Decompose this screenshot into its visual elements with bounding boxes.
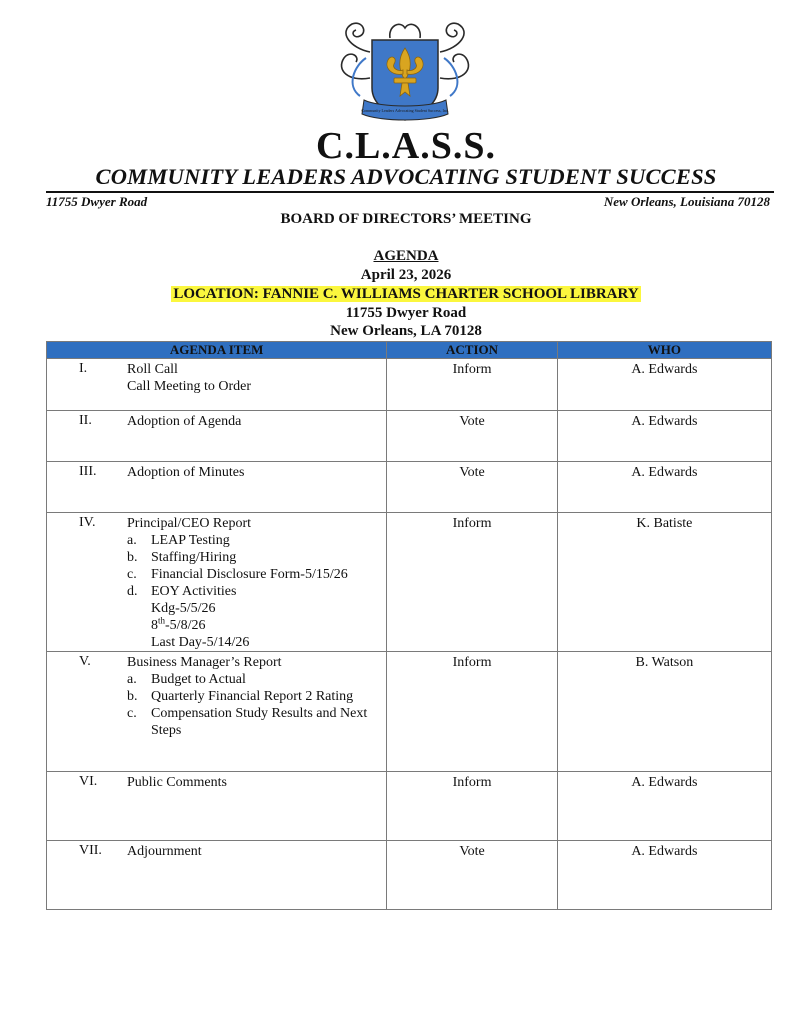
org-subtitle: COMMUNITY LEADERS ADVOCATING STUDENT SUCCESS — [95, 164, 717, 189]
item-line: Call Meeting to Order — [127, 379, 252, 394]
address-left: 11755 Dwyer Road — [46, 194, 148, 209]
agenda-table — [46, 341, 772, 910]
item-action: Inform — [452, 516, 492, 531]
item-number: VI. — [79, 774, 98, 789]
item-action: Vote — [459, 465, 485, 480]
eoy-eighth: 8th-5/8/26 — [151, 615, 206, 633]
fleur-de-lis-crest-icon — [330, 18, 480, 126]
item-who: A. Edwards — [631, 362, 698, 377]
table-row — [47, 652, 772, 772]
header-who: WHO — [557, 342, 771, 359]
agenda-label: AGENDA — [373, 248, 439, 264]
item-action: Inform — [452, 362, 492, 377]
list-item: a. Budget to Actual — [127, 672, 246, 687]
item-title: Roll Call — [127, 362, 178, 377]
sub-item-list — [127, 671, 386, 739]
item-who: A. Edwards — [631, 414, 698, 429]
item-action: Vote — [459, 414, 485, 429]
header-action: ACTION — [387, 342, 557, 359]
item-who: A. Edwards — [631, 775, 698, 790]
list-item: b. Staffing/Hiring — [127, 550, 237, 565]
meeting-heading: BOARD OF DIRECTORS’ MEETING — [280, 211, 532, 227]
table-row — [47, 411, 772, 462]
item-action: Inform — [452, 655, 492, 670]
sub-item-list — [127, 532, 386, 600]
meeting-location: LOCATION: FANNIE C. WILLIAMS CHARTER SCHOOL LIBRARY — [173, 286, 639, 302]
item-who: A. Edwards — [631, 465, 698, 480]
address-right: New Orleans, Louisiana 70128 — [603, 194, 770, 209]
item-title: Business Manager’s Report — [127, 655, 282, 670]
table-row — [47, 513, 772, 652]
item-number: IV. — [79, 515, 96, 530]
item-title: Adoption of Minutes — [127, 465, 245, 480]
org-title: C.L.A.S.S. — [316, 125, 496, 167]
table-row — [47, 841, 772, 910]
item-number: II. — [79, 413, 92, 428]
location-city: New Orleans, LA 70128 — [330, 323, 482, 339]
item-number: III. — [79, 464, 97, 479]
list-item: b. Quarterly Financial Report 2 Rating — [127, 689, 354, 704]
item-title: Principal/CEO Report — [127, 516, 252, 531]
item-action: Inform — [452, 775, 492, 790]
list-item: a. LEAP Testing — [127, 533, 230, 548]
header-agenda-item: AGENDA ITEM — [47, 342, 387, 359]
header-rule — [46, 191, 774, 193]
item-title: Adjournment — [127, 844, 202, 859]
eoy-kdg: Kdg-5/5/26 — [151, 601, 216, 616]
table-header-row — [47, 342, 772, 359]
item-who: K. Batiste — [636, 516, 693, 531]
table-row — [47, 772, 772, 841]
svg-text:Community Leaders Advocating S: Community Leaders Advocating Student Success, Inc. — [361, 108, 449, 113]
list-item: c. Financial Disclosure Form-5/15/26 — [127, 567, 348, 582]
item-action: Vote — [459, 844, 485, 859]
location-street: 11755 Dwyer Road — [345, 305, 467, 321]
item-who: B. Watson — [635, 655, 694, 670]
meeting-date: April 23, 2026 — [360, 267, 452, 283]
list-item: d. EOY Activities — [127, 584, 237, 599]
table-row — [47, 359, 772, 411]
item-who: A. Edwards — [631, 844, 698, 859]
item-number: I. — [79, 361, 88, 376]
item-number: VII. — [79, 843, 102, 858]
item-title: Adoption of Agenda — [127, 414, 242, 429]
item-number: V. — [79, 654, 91, 669]
table-row — [47, 462, 772, 513]
eoy-last-day: Last Day-5/14/26 — [151, 635, 250, 650]
list-item: c. Compensation Study Results and Next Steps — [127, 706, 368, 738]
item-title: Public Comments — [127, 775, 227, 790]
